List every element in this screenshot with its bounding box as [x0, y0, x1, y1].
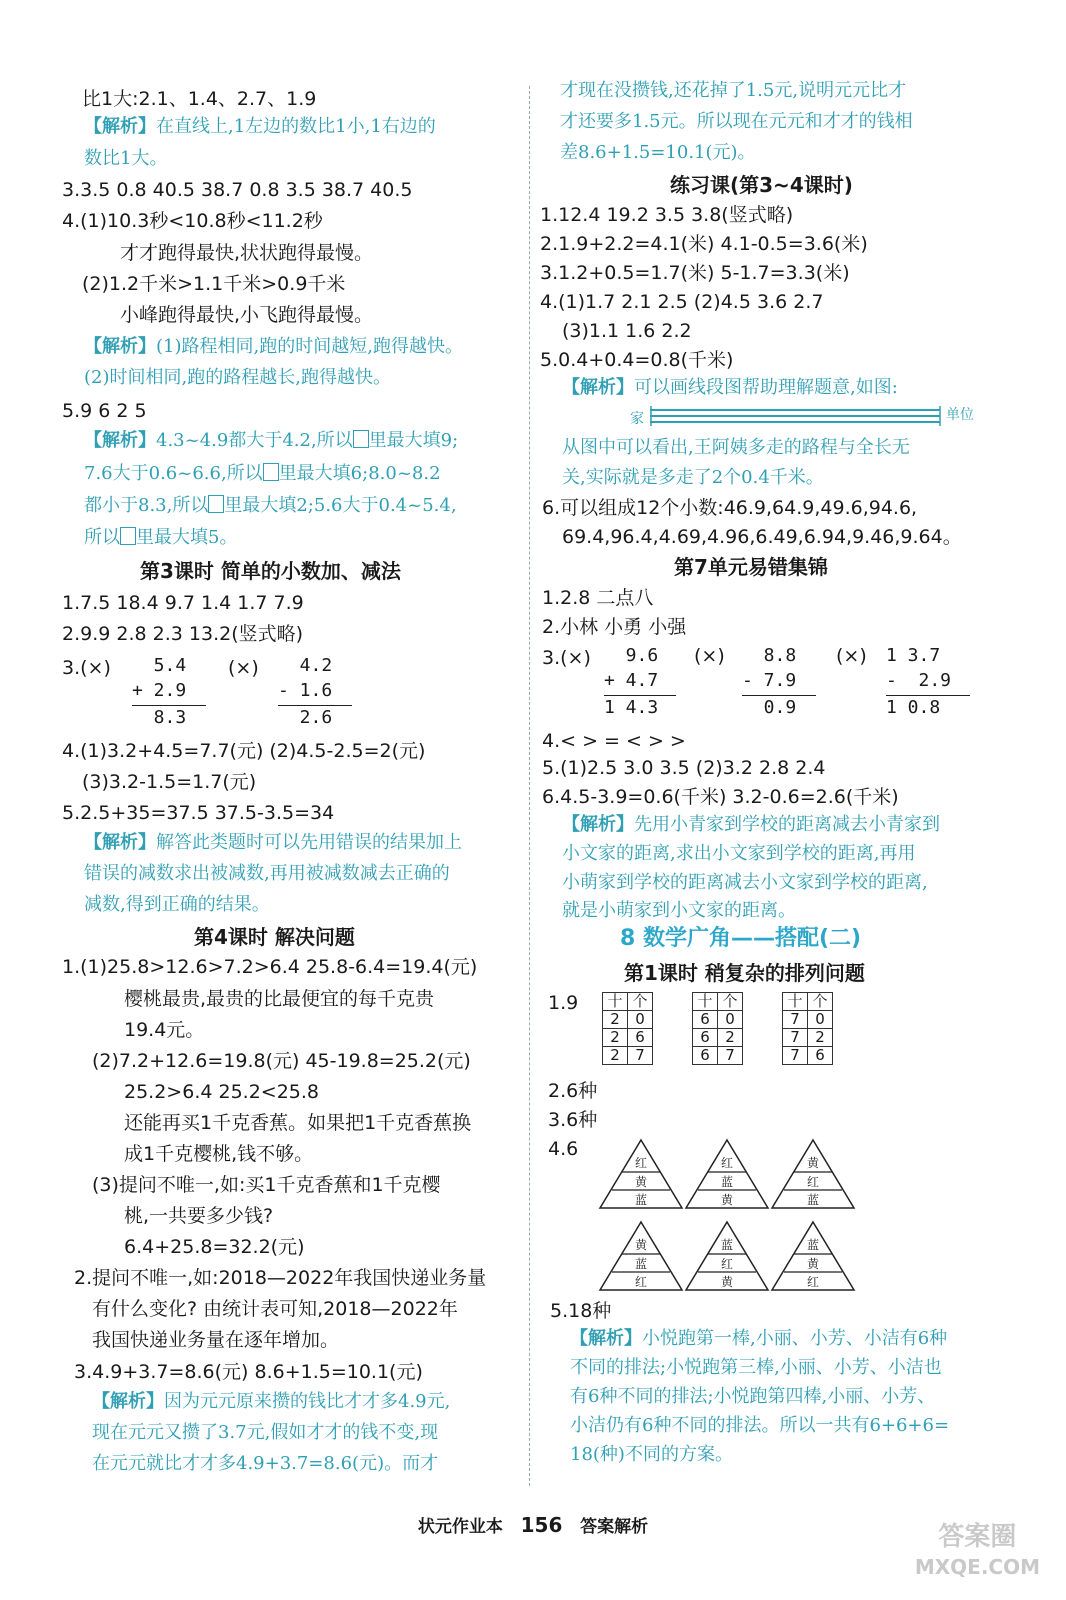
segment-lines — [650, 404, 980, 428]
analysis: 【解析】4.3~4.9都大于4.2,所以 里最大填9; — [84, 430, 459, 451]
section-heading: 第1课时 稍复杂的排列问题 — [624, 961, 865, 985]
analysis-cont: 数比1大。 — [84, 148, 168, 169]
answer-line: 69.4,96.4,4.69,4.96,6.49,6.94,9.46,9.64。 — [562, 526, 962, 548]
analysis: 【解析】解答此类题时可以先用错误的结果加上 — [84, 832, 462, 853]
section-heading: 练习课(第3~4课时) — [670, 173, 853, 197]
page-number: 156 — [520, 1513, 563, 1537]
answer-line: 3.3.5 0.8 40.5 38.7 0.8 3.5 38.7 40.5 — [62, 179, 413, 201]
answer-line: (3)提问不唯一,如:买1千克香蕉和1千克樱 — [92, 1174, 441, 1196]
answer-line: 19.4元。 — [124, 1019, 205, 1041]
answer-line: 桃,一共要多少钱? — [124, 1205, 274, 1227]
answer-line: 1.12.4 19.2 3.5 3.8(竖式略) — [540, 204, 794, 226]
analysis-cont: 18(种)不同的方案。 — [570, 1444, 733, 1465]
analysis-cont: 小萌家到学校的距离减去小文家到学校的距离, — [562, 872, 928, 893]
answer-line: 25.2>6.4 25.2<25.8 — [124, 1081, 320, 1103]
answer-line: 2.1.9+2.2=4.1(米) 4.1-0.5=3.6(米) — [540, 233, 868, 255]
answer-line: 樱桃最贵,最贵的比最便宜的每千克贵 — [124, 988, 435, 1010]
analysis: 【解析】先用小青家到学校的距离减去小青家到 — [562, 814, 940, 835]
section-heading: 第7单元易错集锦 — [674, 555, 828, 579]
answer-mark: (×) — [694, 645, 725, 667]
place-value-table: 十 个 7 0 7 2 7 6 — [782, 992, 833, 1065]
analysis-cont: 有6种不同的排法;小悦跑第四棒,小丽、小芳、 — [570, 1386, 936, 1407]
answer-line: 1.9 — [548, 992, 579, 1014]
analysis-cont: 错误的减数求出被减数,再用被减数减去正确的 — [84, 863, 450, 884]
answer-line: (2)7.2+12.6=19.8(元) 45-19.8=25.2(元) — [92, 1050, 471, 1072]
answer-line: (3)1.1 1.6 2.2 — [562, 320, 692, 342]
answer-line: 才才跑得最快,状状跑得最慢。 — [120, 242, 374, 264]
color-triangle: 红 黄 蓝 — [598, 1138, 684, 1210]
analysis-cont: 小文家的距离,求出小文家到学校的距离,再用 — [562, 843, 916, 864]
place-value-table: 十 个 6 0 6 2 6 7 — [692, 992, 743, 1065]
answer-line: 2.6种 — [548, 1080, 598, 1102]
analysis-cont: 在元元就比才才多4.9+3.7=8.6(元)。而才 — [92, 1453, 439, 1474]
color-triangle: 蓝 红 黄 — [684, 1220, 770, 1292]
section-heading: 第4课时 解决问题 — [194, 925, 355, 949]
vertical-calc: 1 3.7 - 2.9 1 0.8 — [886, 644, 976, 720]
color-triangle: 黄 蓝 红 — [598, 1220, 684, 1292]
answer-line: 2.提问不唯一,如:2018—2022年我国快递业务量 — [74, 1267, 487, 1289]
answer-line: 3.6种 — [548, 1109, 598, 1131]
answer-line: 小峰跑得最快,小飞跑得最慢。 — [120, 304, 374, 326]
vertical-calc: 4.2 - 1.6 2.6 — [278, 654, 358, 730]
answer-line: (2)1.2千米>1.1千米>0.9千米 — [82, 273, 346, 295]
answer-line: 1.(1)25.8>12.6>7.2>6.4 25.8-6.4=19.4(元) — [62, 956, 478, 978]
answer-line: 4.(1)10.3秒<10.8秒<11.2秒 — [62, 210, 323, 232]
segment-diagram: 家 单位 — [600, 402, 990, 432]
answer-line: 5.2.5+35=37.5 37.5-3.5=34 — [62, 802, 335, 824]
analysis-cont: 现在元元又攒了3.7元,假如才才的钱不变,现 — [92, 1422, 439, 1443]
vertical-calc: 5.4 + 2.9 8.3 — [132, 654, 212, 730]
answer-line: 2.小林 小勇 小强 — [542, 616, 687, 638]
analysis-cont: (2)时间相同,跑的路程越长,跑得越快。 — [84, 367, 391, 388]
analysis-cont: 关,实际就是多走了2个0.4千米。 — [562, 467, 824, 488]
analysis-cont: 就是小萌家到小文家的距离。 — [562, 900, 796, 921]
analysis-cont: 所以 里最大填5。 — [84, 527, 238, 548]
answer-line: 有什么变化? 由统计表可知,2018—2022年 — [92, 1298, 458, 1320]
answer-line: 1.2.8 二点八 — [542, 587, 654, 609]
answer-line: 5.18种 — [550, 1300, 612, 1322]
color-triangle: 蓝 黄 红 — [770, 1220, 856, 1292]
answer-line: 5.9 6 2 5 — [62, 400, 147, 422]
answer-line: 3.1.2+0.5=1.7(米) 5-1.7=3.3(米) — [540, 262, 850, 284]
answer-line: 6.4+25.8=32.2(元) — [124, 1236, 305, 1258]
answer-line: 5.0.4+0.4=0.8(千米) — [540, 349, 734, 371]
analysis-cont: 从图中可以看出,王阿姨多走的路程与全长无 — [562, 437, 910, 458]
page-footer: 状元作业本 156 答案解析 — [417, 1513, 649, 1537]
answer-line: 我国快递业务量在逐年增加。 — [92, 1329, 340, 1351]
answer-line: 6.可以组成12个小数:46.9,64.9,49.6,94.6, — [542, 497, 918, 519]
analysis-cont: 差8.6+1.5=10.1(元)。 — [560, 142, 756, 163]
watermark: 答案圈 MXQE.COM — [914, 1522, 1040, 1579]
analysis: 【解析】在直线上,1左边的数比1小,1右边的 — [84, 116, 436, 137]
answer-line: 2.9.9 2.8 2.3 13.2(竖式略) — [62, 623, 304, 645]
analysis-cont: 才还要多1.5元。所以现在元元和才才的钱相 — [560, 111, 913, 132]
analysis-cont: 7.6大于0.6~6.6,所以 里最大填6;8.0~8.2 — [84, 463, 441, 484]
answer-line: 4.< > = < > > — [542, 730, 686, 752]
analysis: 【解析】小悦跑第一棒,小丽、小芳、小洁有6种 — [570, 1328, 948, 1349]
analysis-cont: 都小于8.3,所以 里最大填2;5.6大于0.4~5.4, — [84, 495, 457, 516]
vertical-calc: 9.6 + 4.7 1 4.3 — [604, 644, 684, 720]
answer-line: (3)3.2-1.5=1.7(元) — [82, 771, 257, 793]
answer-line: 3.4.9+3.7=8.6(元) 8.6+1.5=10.1(元) — [74, 1361, 423, 1383]
place-value-table: 十 个 2 0 2 6 2 7 — [602, 992, 653, 1065]
answer-line: 3.(×) — [542, 647, 591, 669]
answer-line: 4.(1)3.2+4.5=7.7(元) (2)4.5-2.5=2(元) — [62, 740, 426, 762]
blank-box — [263, 463, 279, 481]
analysis: 【解析】可以画线段图帮助理解题意,如图: — [562, 377, 898, 398]
answer-mark: (×) — [836, 645, 867, 667]
analysis-cont: 才现在没攒钱,还花掉了1.5元,说明元元比才 — [560, 80, 907, 101]
answer-line: 4.6 — [548, 1138, 579, 1160]
analysis-cont: 不同的排法;小悦跑第三棒,小丽、小芳、小洁也 — [570, 1357, 942, 1378]
answer-line: 4.(1)1.7 2.1 2.5 (2)4.5 3.6 2.7 — [540, 291, 824, 313]
analysis-cont: 减数,得到正确的结果。 — [84, 894, 270, 915]
answer-line: 6.4.5-3.9=0.6(千米) 3.2-0.6=2.6(千米) — [542, 786, 899, 808]
answer-line: 5.(1)2.5 3.0 3.5 (2)3.2 2.8 2.4 — [542, 757, 826, 779]
answer-line: 还能再买1千克香蕉。如果把1千克香蕉换 — [124, 1112, 472, 1134]
analysis: 【解析】因为元元原来攒的钱比才才多4.9元, — [92, 1391, 451, 1412]
answer-line: 3.(×) — [62, 657, 111, 679]
unit-heading: 8 数学广角——搭配(二) — [620, 926, 862, 951]
color-triangle: 黄 红 蓝 — [770, 1138, 856, 1210]
column-divider — [529, 86, 530, 1486]
blank-box — [120, 527, 136, 545]
section-heading: 第3课时 简单的小数加、减法 — [140, 559, 401, 583]
blank-box — [208, 495, 224, 513]
analysis-cont: 小洁仍有6种不同的排法。所以一共有6+6+6= — [570, 1415, 950, 1436]
vertical-calc: 8.8 - 7.9 0.9 — [742, 644, 822, 720]
blank-box — [353, 430, 369, 448]
analysis: 【解析】(1)路程相同,跑的时间越短,跑得越快。 — [84, 336, 463, 357]
answer-mark: (×) — [228, 657, 259, 679]
answer-line: 1.7.5 18.4 9.7 1.4 1.7 7.9 — [62, 592, 304, 614]
color-triangle: 红 蓝 黄 — [684, 1138, 770, 1210]
answer-line: 成1千克樱桃,钱不够。 — [124, 1143, 314, 1165]
answer-line: 比1大:2.1、1.4、2.7、1.9 — [82, 88, 317, 110]
